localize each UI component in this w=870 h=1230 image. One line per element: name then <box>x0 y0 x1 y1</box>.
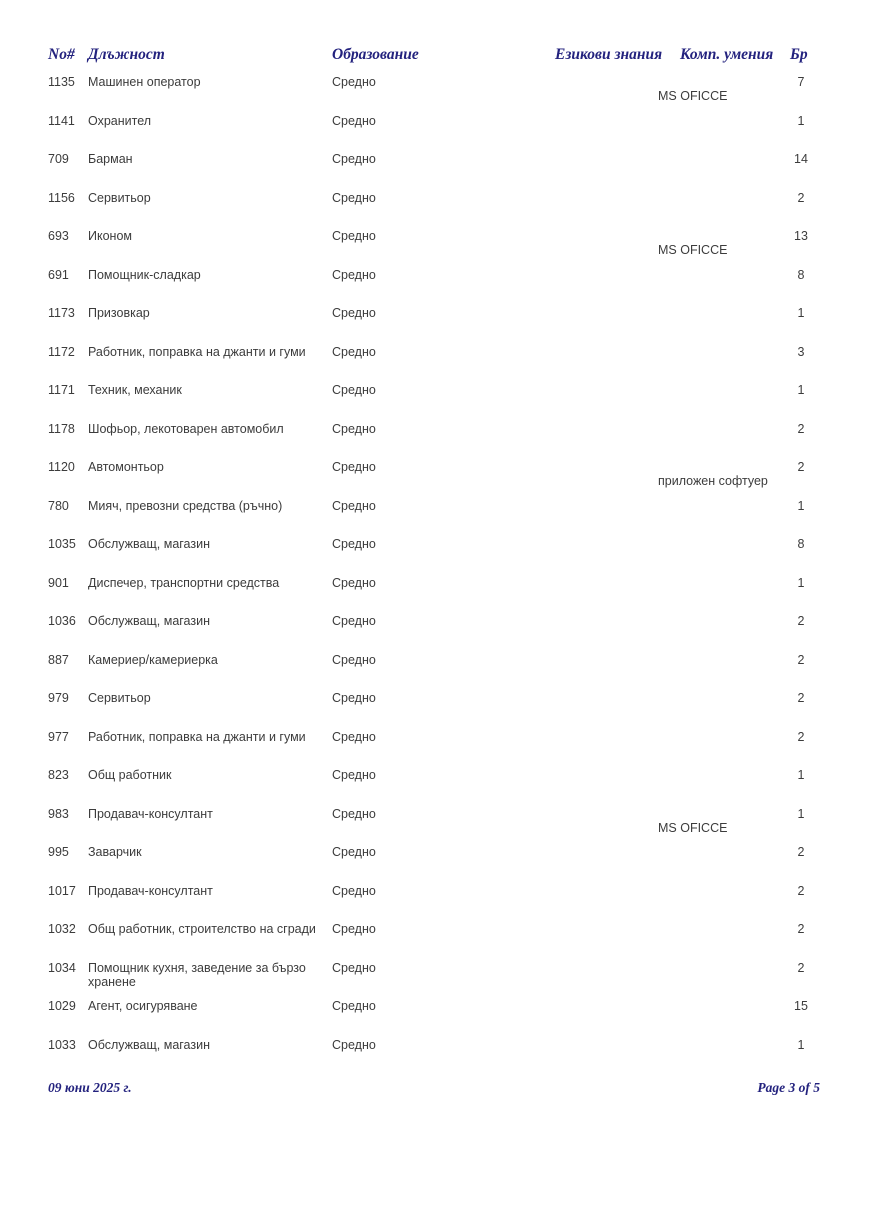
row-count-cell: 15 <box>794 999 808 1013</box>
table-row <box>48 653 822 692</box>
table-row <box>48 576 822 615</box>
table-row <box>48 768 822 807</box>
row-position-cell: Агент, осигуряване <box>88 999 198 1013</box>
row-computer-skills-cell <box>658 961 780 975</box>
row-position-cell: Сервитьор <box>88 190 151 205</box>
row-position-cell: Автомонтьор <box>88 460 164 474</box>
row-no-cell: 1141 <box>48 113 75 128</box>
row-position-cell: Обслужващ, магазин <box>88 614 210 628</box>
row-education-cell: Средно <box>332 498 376 513</box>
row-position-cell: Помощник-сладкар <box>88 267 201 282</box>
row-position-cell: Продавач-консултант <box>88 883 213 898</box>
footer-page-number: Page 3 of 5 <box>757 1080 820 1095</box>
row-education-cell: Средно <box>332 113 376 128</box>
row-computer-skills-cell <box>658 383 780 397</box>
row-count-cell: 1 <box>797 383 805 397</box>
row-education-cell: Средно <box>332 575 376 590</box>
row-position-cell: Работник, поправка на джанти и гуми <box>88 729 306 744</box>
row-computer-skills-cell <box>658 1038 780 1052</box>
row-count-cell: 2 <box>797 729 805 744</box>
row-position-cell: Продавач-консултант <box>88 806 213 821</box>
row-computer-skills-cell: MS OFICCE <box>658 820 728 835</box>
row-education-cell: Средно <box>332 1037 376 1052</box>
row-education-cell: Средно <box>332 691 376 705</box>
row-count-cell: 14 <box>794 152 808 166</box>
row-position-cell: Шофьор, лекотоварен автомобил <box>88 421 284 436</box>
row-education-cell: Средно <box>332 152 376 166</box>
row-no-cell: 1017 <box>48 883 76 898</box>
row-count-cell: 7 <box>797 75 805 89</box>
row-no-cell: 887 <box>48 652 69 667</box>
table-row <box>48 229 822 268</box>
table-row <box>48 460 822 499</box>
row-computer-skills-cell <box>658 152 780 166</box>
row-computer-skills-cell: приложен софтуер <box>658 474 768 488</box>
row-computer-skills-cell <box>658 422 780 436</box>
row-education-cell: Средно <box>332 652 376 667</box>
row-education-cell: Средно <box>332 537 376 551</box>
row-no-cell: 780 <box>48 498 69 513</box>
row-computer-skills-cell <box>658 768 780 782</box>
table-row <box>48 1038 822 1077</box>
row-no-cell: 1171 <box>48 383 75 397</box>
row-computer-skills-cell: MS OFICCE <box>658 89 728 103</box>
row-education-cell: Средно <box>332 806 376 821</box>
row-position-cell: Техник, механик <box>88 383 182 397</box>
row-no-cell: 1033 <box>48 1037 76 1052</box>
table-header <box>0 46 870 74</box>
row-count-cell: 1 <box>797 575 805 590</box>
row-education-cell: Средно <box>332 344 376 359</box>
row-computer-skills-cell <box>658 576 780 590</box>
row-computer-skills-cell <box>658 499 780 513</box>
row-computer-skills-cell <box>658 845 780 859</box>
row-no-cell: 1135 <box>48 75 75 89</box>
row-computer-skills-cell <box>658 268 780 282</box>
row-computer-skills-cell <box>658 345 780 359</box>
row-computer-skills-cell <box>658 691 780 705</box>
table-row <box>48 999 822 1038</box>
row-count-cell: 8 <box>797 537 805 551</box>
row-education-cell: Средно <box>332 614 376 628</box>
footer-date: 09 юни 2025 г. <box>48 1080 132 1095</box>
column-header-no: No# <box>48 46 75 63</box>
column-header-languages: Езикови знания <box>555 46 663 63</box>
row-position-cell: Помощник кухня, заведение за бързо хранене <box>88 960 306 989</box>
row-education-cell: Средно <box>332 729 376 744</box>
row-count-cell: 2 <box>797 190 805 205</box>
row-count-cell: 8 <box>797 267 805 282</box>
table-row <box>48 152 822 191</box>
table-row <box>48 306 822 345</box>
table-row <box>48 845 822 884</box>
row-education-cell: Средно <box>332 999 376 1013</box>
row-count-cell: 1 <box>797 806 805 821</box>
row-position-cell: Общ работник <box>88 768 172 782</box>
row-position-cell: Обслужващ, магазин <box>88 1037 210 1052</box>
row-position-cell: Обслужващ, магазин <box>88 537 210 551</box>
table-row <box>48 961 822 1000</box>
row-computer-skills-cell <box>658 884 780 898</box>
row-no-cell: 995 <box>48 845 69 859</box>
row-position-cell: Призовкар <box>88 306 150 320</box>
row-count-cell: 2 <box>797 460 805 474</box>
row-computer-skills-cell <box>658 614 780 628</box>
row-no-cell: 1035 <box>48 537 76 551</box>
row-education-cell: Средно <box>332 383 376 397</box>
row-education-cell: Средно <box>332 845 376 859</box>
row-count-cell: 2 <box>797 845 805 859</box>
row-no-cell: 1029 <box>48 999 76 1013</box>
table-row <box>48 383 822 422</box>
row-count-cell: 2 <box>797 883 805 898</box>
row-position-cell: Барман <box>88 152 133 166</box>
row-count-cell: 2 <box>797 922 805 936</box>
row-no-cell: 709 <box>48 152 69 166</box>
table-row <box>48 422 822 461</box>
table-row <box>48 114 822 153</box>
row-education-cell: Средно <box>332 960 376 975</box>
row-education-cell: Средно <box>332 883 376 898</box>
row-computer-skills-cell <box>658 999 780 1013</box>
column-header-computer-skills: Комп. умения <box>680 46 774 63</box>
column-header-count: Бр <box>790 46 808 63</box>
row-count-cell: 2 <box>797 652 805 667</box>
row-position-cell: Охранител <box>88 113 152 128</box>
row-no-cell: 1032 <box>48 922 76 936</box>
row-no-cell: 979 <box>48 691 69 705</box>
row-no-cell: 1034 <box>48 960 76 975</box>
row-no-cell: 1036 <box>48 614 76 628</box>
row-computer-skills-cell <box>658 114 780 128</box>
row-count-cell: 2 <box>797 691 805 705</box>
table-row <box>48 691 822 730</box>
row-computer-skills-cell <box>658 730 780 744</box>
table-row <box>48 268 822 307</box>
table-body <box>48 75 822 1076</box>
table-row <box>48 75 822 114</box>
row-count-cell: 1 <box>797 306 805 320</box>
row-position-cell: Мияч, превозни средства (ръчно) <box>88 498 283 513</box>
row-position-cell: Сервитьор <box>88 691 151 705</box>
row-no-cell: 1156 <box>48 190 75 205</box>
row-count-cell: 1 <box>797 498 805 513</box>
row-count-cell: 13 <box>794 229 808 243</box>
row-computer-skills-cell <box>658 922 780 936</box>
column-header-position: Длъжност <box>88 46 165 63</box>
row-position-cell: Иконом <box>88 229 132 243</box>
row-position-cell: Заварчик <box>88 845 142 859</box>
row-no-cell: 901 <box>48 575 69 590</box>
row-position-cell: Общ работник, строителство на сгради <box>88 922 316 936</box>
row-education-cell: Средно <box>332 421 376 436</box>
row-education-cell: Средно <box>332 306 376 320</box>
row-computer-skills-cell <box>658 306 780 320</box>
table-row <box>48 191 822 230</box>
row-position-cell: Машинен оператор <box>88 75 201 89</box>
table-row <box>48 537 822 576</box>
table-row <box>48 730 822 769</box>
row-count-cell: 2 <box>797 614 805 628</box>
row-education-cell: Средно <box>332 75 376 89</box>
row-education-cell: Средно <box>332 267 376 282</box>
row-position-cell: Камериер/камериерка <box>88 652 218 667</box>
row-no-cell: 1172 <box>48 344 75 359</box>
table-row <box>48 807 822 846</box>
row-no-cell: 691 <box>48 267 69 282</box>
table-row <box>48 922 822 961</box>
row-count-cell: 1 <box>797 768 805 782</box>
row-no-cell: 1120 <box>48 460 75 474</box>
row-no-cell: 983 <box>48 806 69 821</box>
column-header-education: Образование <box>332 46 419 63</box>
row-count-cell: 3 <box>797 344 805 359</box>
row-no-cell: 1178 <box>48 421 75 436</box>
row-no-cell: 823 <box>48 768 69 782</box>
row-no-cell: 1173 <box>48 306 75 320</box>
row-count-cell: 1 <box>797 1037 805 1052</box>
row-computer-skills-cell <box>658 537 780 551</box>
table-row <box>48 614 822 653</box>
page-footer <box>48 1080 820 1096</box>
row-no-cell: 693 <box>48 229 69 243</box>
row-position-cell: Работник, поправка на джанти и гуми <box>88 344 306 359</box>
row-count-cell: 2 <box>797 421 805 436</box>
table-row <box>48 499 822 538</box>
row-education-cell: Средно <box>332 768 376 782</box>
row-computer-skills-cell <box>658 653 780 667</box>
table-row <box>48 884 822 923</box>
row-education-cell: Средно <box>332 229 376 243</box>
row-computer-skills-cell <box>658 191 780 205</box>
row-position-cell: Диспечер, транспортни средства <box>88 575 280 590</box>
row-count-cell: 1 <box>797 113 805 128</box>
table-row <box>48 345 822 384</box>
row-education-cell: Средно <box>332 190 376 205</box>
row-count-cell: 2 <box>797 960 805 975</box>
row-education-cell: Средно <box>332 460 376 474</box>
row-computer-skills-cell: MS OFICCE <box>658 243 728 257</box>
row-no-cell: 977 <box>48 729 69 744</box>
row-education-cell: Средно <box>332 922 376 936</box>
